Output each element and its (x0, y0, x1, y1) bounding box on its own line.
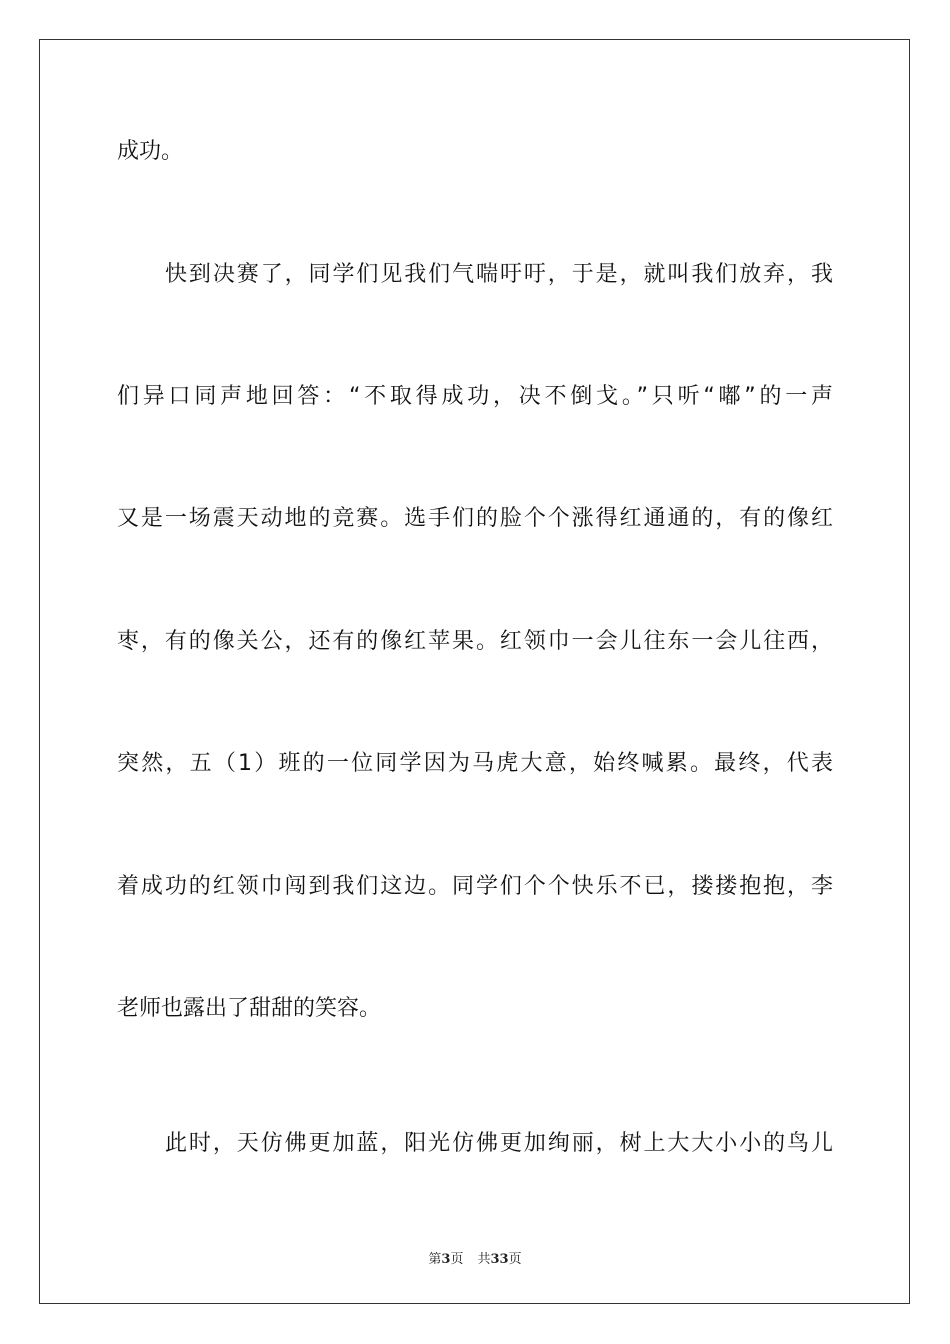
page-border (39, 39, 910, 1304)
text-line-1: 成功。 (117, 139, 184, 164)
text-line-3: 们异口同声地回答：“不取得成功，决不倒戈。”只听“嘟”的一声 (117, 384, 833, 409)
text-line-2: 快到决赛了，同学们见我们气喘吁吁，于是，就叫我们放弃，我 (165, 262, 833, 287)
text-line-9: 此时，天仿佛更加蓝，阳光仿佛更加绚丽，树上大大小小的鸟儿 (165, 1131, 833, 1156)
total-pages-number: 33 (490, 1252, 509, 1267)
page-unit: 页 (450, 1252, 464, 1267)
text-line-4: 又是一场震天动地的竞赛。选手们的脸个个涨得红通通的，有的像红 (117, 506, 833, 531)
total-prefix: 共 (477, 1252, 491, 1267)
text-line-7: 着成功的红领巾闯到我们这边。同学们个个快乐不已，搂搂抱抱，李 (117, 874, 833, 899)
text-line-6: 突然，五（1）班的一位同学因为马虎大意，始终喊累。最终，代表 (117, 751, 833, 776)
page-footer (0, 1248, 950, 1267)
text-line-8: 老师也露出了甜甜的笑容。 (117, 996, 382, 1021)
text-line-5: 枣，有的像关公，还有的像红苹果。红领巾一会儿往东一会儿往西， (117, 629, 833, 654)
current-page-number: 3 (441, 1252, 451, 1267)
total-unit: 页 (508, 1252, 522, 1267)
page-prefix: 第 (428, 1252, 442, 1267)
